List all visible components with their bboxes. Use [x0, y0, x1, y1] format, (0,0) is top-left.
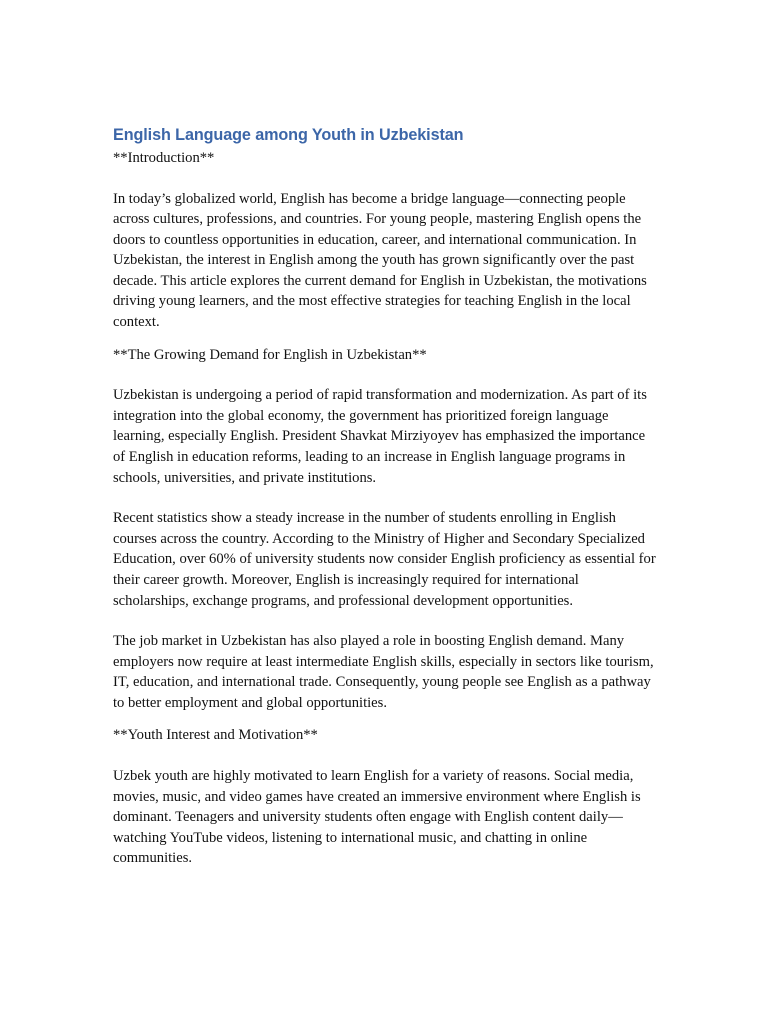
paragraph-demand-3: The job market in Uzbekistan has also played a role in boosting English demand. Many employers now require at least intermediate English skills, especially in sectors like tourism, IT, education, and international trade. Consequently, young people see English as a pathway to better employment and global opportunities.: [113, 633, 654, 711]
paragraph-introduction: In today’s globalized world, English has become a bridge language—connecting people across cultures, professions, and countries. For young people, mastering English opens the doors to countless opportunities in education, career, and international communication. In Uzbekistan, the interest in English among the youth has grown significantly over the past decade. This article explores the current demand for English in Uzbekistan, the motivations driving young learners, and the most effective strategies for teaching English in the local context.: [113, 190, 647, 331]
section-heading-youth-interest: **Youth Interest and Motivation**: [113, 727, 318, 744]
paragraph-youth-1: Uzbek youth are highly motivated to learn English for a variety of reasons. Social media, movies, music, and video games have created an immersive environment where English is dominant. Teenagers and university students often engage with English content daily—watching YouTube videos, listening to international music, and chatting in online communities.: [113, 767, 641, 867]
section-heading-introduction: **Introduction**: [113, 150, 215, 166]
paragraph-demand-1: Uzbekistan is undergoing a period of rapid transformation and modernization. As part of its integration into the global economy, the government has prioritized foreign language learning, especially English. President Shavkat Mirziyoyev has emphasized the importance of English in education reforms, leading to an increase in English language programs in schools, universities, and private institutions.: [113, 387, 647, 486]
document-page: [113, 124, 658, 869]
document-title: English Language among Youth in Uzbekistan: [113, 126, 464, 144]
paragraph-demand-2: Recent statistics show a steady increase in the number of students enrolling in English courses across the country. According to the Ministry of Higher and Secondary Specialized Education, over 60% of university students now consider English proficiency as essential for their career growth. Moreover, English is increasingly required for international scholarships, exchange programs, and professional development opportunities.: [113, 510, 656, 609]
section-heading-growing-demand: **The Growing Demand for English in Uzbekistan**: [113, 346, 427, 363]
